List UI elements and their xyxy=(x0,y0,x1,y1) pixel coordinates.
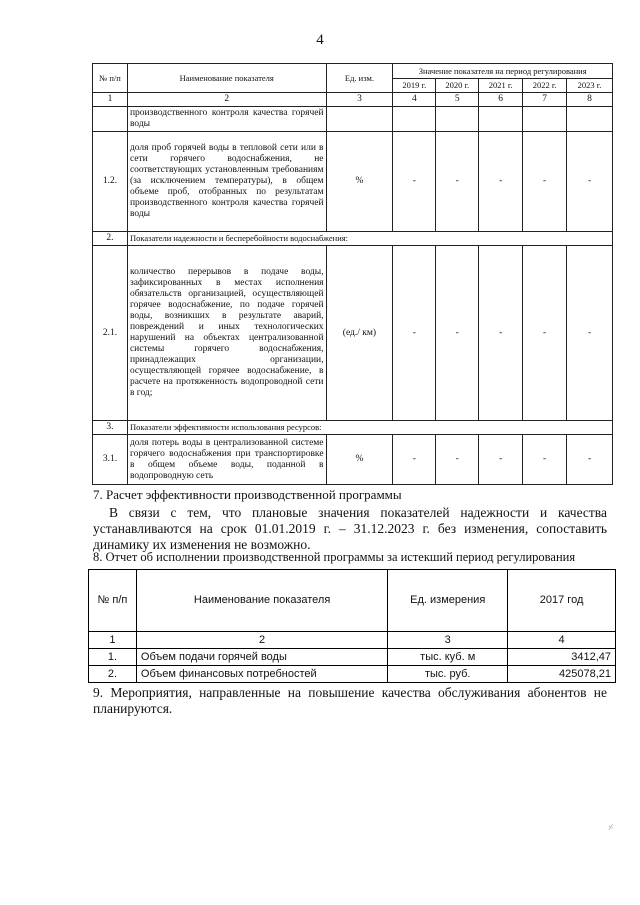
section-9-text: 9. Мероприятия, направленные на повышение качества обслуживания абонентов не планируются. xyxy=(93,685,607,716)
header-name: Наименование показателя xyxy=(127,64,326,93)
section-heading: Показатели надежности и бесперебойности водоснабжения: xyxy=(127,232,612,246)
indicator-value: 425078,21 xyxy=(508,666,616,683)
table-row xyxy=(89,649,616,666)
column-number: 6 xyxy=(479,93,523,107)
indicator-name: производственного контроля качества горячей воды xyxy=(127,107,326,132)
column-number: 2 xyxy=(136,632,387,649)
column-number: 1 xyxy=(89,632,137,649)
indicators-table xyxy=(92,63,613,485)
table-row: 2.1. количество перерывов в подаче воды, зафиксированных в местах исполнения обязательств организацией, осуществляющей горячее водоснабжение, по подаче горячей воды, возникших в результате аварий, повреждений и иных технологических нарушений на объектах централизованной системы горячего водоснабжения, принадлежащих организации, осуществляющей горячее водоснабжение, в расчете на протяженность водопроводной сети в год; (ед./ км) - - - - - xyxy=(93,246,613,421)
header-values: Значение показателя на период регулирования xyxy=(393,64,613,79)
row-number: 1. xyxy=(89,649,137,666)
column-number: 3 xyxy=(388,632,508,649)
header-name: Наименование показателя xyxy=(136,570,387,632)
indicator-name: Объем финансовых потребностей xyxy=(136,666,387,683)
column-number: 4 xyxy=(508,632,616,649)
table-row: 1.2. доля проб горячей воды в тепловой сети или в сети горячего водоснабжения, не соответствующих установленным требованиям (за исключением температуры), в общем объеме проб, отобранных по результатам производственного контроля качества горячей воды % - - - - - xyxy=(93,132,613,232)
header-unit: Ед. измерения xyxy=(388,570,508,632)
column-number: 5 xyxy=(436,93,479,107)
indicator-unit: тыс. куб. м xyxy=(388,649,508,666)
row-number: 1.2. xyxy=(93,132,128,232)
header-year: 2019 г. xyxy=(393,79,436,93)
indicator-unit: % xyxy=(326,132,393,232)
header-num: № п/п xyxy=(89,570,137,632)
section-7-text: В связи с тем, что плановые значения показателей надежности и качества устанавливаются на срок 01.01.2019 г. – 31.12.2023 г. без изменения, сопоставить динамику их изменения не возможно. xyxy=(93,505,607,552)
header-year: 2023 г. xyxy=(567,79,613,93)
header-num: № п/п xyxy=(93,64,128,93)
section-heading: Показатели эффективности использования ресурсов: xyxy=(127,421,612,435)
header-unit: Ед. изм. xyxy=(326,64,393,93)
indicator-unit: % xyxy=(326,435,393,485)
column-number: 8 xyxy=(567,93,613,107)
section-8-title: 8. Отчет об исполнении производственной программы за истекший период регулирования xyxy=(93,550,576,564)
header-year: 2021 г. xyxy=(479,79,523,93)
indicator-value: 3412,47 xyxy=(508,649,616,666)
indicator-unit: (ед./ км) xyxy=(326,246,393,421)
row-number: 3. xyxy=(93,421,128,435)
column-number: 3 xyxy=(326,93,393,107)
section-row xyxy=(93,421,613,435)
header-year: 2017 год xyxy=(508,570,616,632)
indicator-name: доля проб горячей воды в тепловой сети или в сети горячего водоснабжения, не соответствующих установленным требованиям (за исключением температуры), в общем объеме проб, отобранных по результатам производственного контроля качества горячей воды xyxy=(127,132,326,232)
row-number: 3.1. xyxy=(93,435,128,485)
row-number: 2. xyxy=(89,666,137,683)
header-year: 2020 г. xyxy=(436,79,479,93)
indicator-name: доля потерь воды в централизованной системе горячего водоснабжения при транспортировке в общем объеме воды, поданной в водопроводную сеть xyxy=(127,435,326,485)
table-row xyxy=(93,107,613,132)
column-number: 2 xyxy=(127,93,326,107)
table-row: 3.1. доля потерь воды в централизованной системе горячего водоснабжения при транспортировке в общем объеме воды, поданной в водопроводную сеть % - - - - - xyxy=(93,435,613,485)
page-number: 4 xyxy=(316,32,324,48)
row-number: 2.1. xyxy=(93,246,128,421)
report-table xyxy=(88,569,616,683)
indicator-unit: тыс. руб. xyxy=(388,666,508,683)
table-row xyxy=(89,666,616,683)
section-row xyxy=(93,232,613,246)
column-number: 7 xyxy=(523,93,567,107)
indicator-name: Объем подачи горячей воды xyxy=(136,649,387,666)
header-year: 2022 г. xyxy=(523,79,567,93)
column-number: 1 xyxy=(93,93,128,107)
column-number: 4 xyxy=(393,93,436,107)
section-7-title: 7. Расчет эффективности производственной программы xyxy=(93,487,402,502)
corner-mark: ⸓ xyxy=(608,823,614,832)
indicator-name: количество перерывов в подаче воды, зафиксированных в местах исполнения обязательств организацией, осуществляющей горячее водоснабжение, по подаче горячей воды, возникших в результате аварий, повреждений и иных технологических нарушений на объектах централизованной системы горячего водоснабжения, принадлежащих организации, осуществляющей горячее водоснабжение, в расчете на протяженность водопроводной сети в год; xyxy=(127,246,326,421)
row-number: 2. xyxy=(93,232,128,246)
